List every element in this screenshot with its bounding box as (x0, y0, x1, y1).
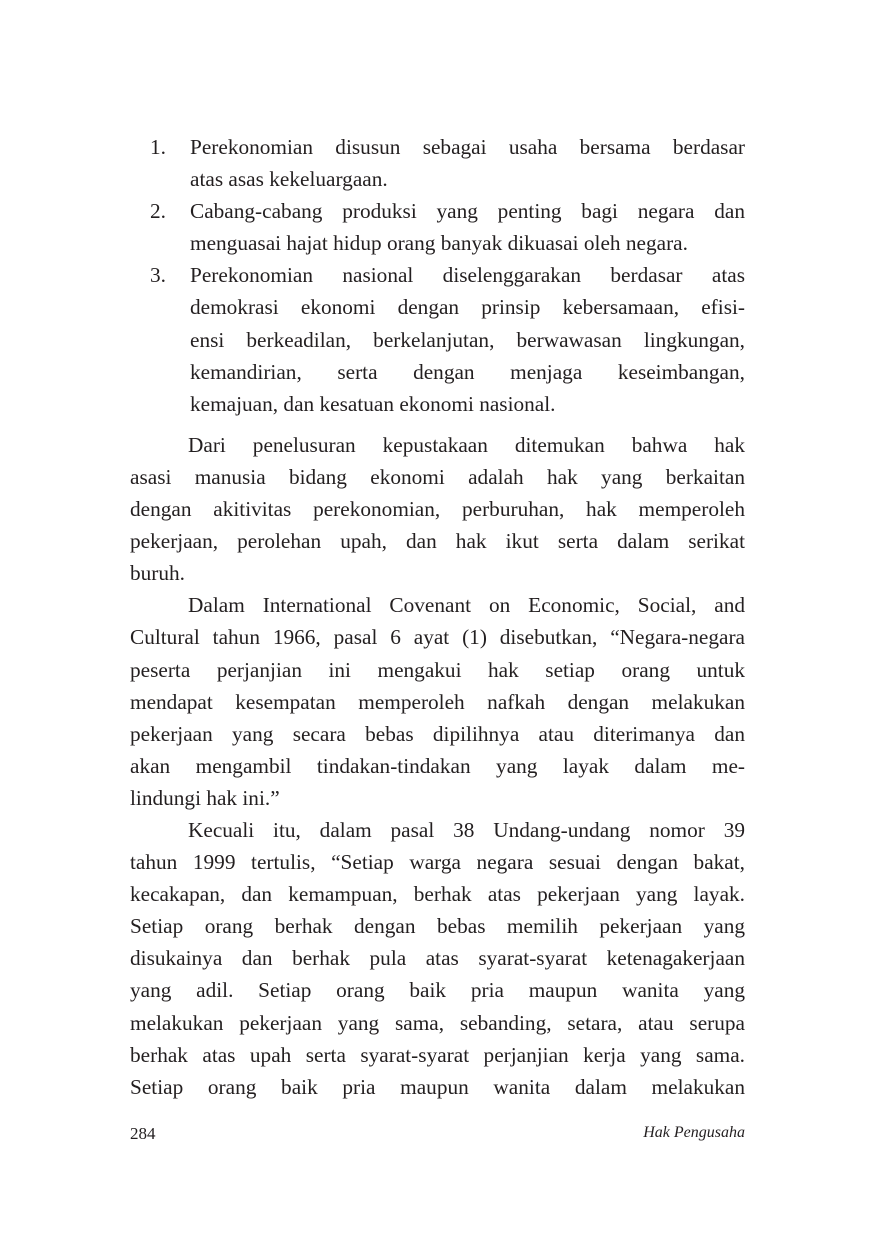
page-body (130, 131, 745, 1103)
text-line: Perekonomian disusun sebagai usaha bersama berdasar (190, 135, 745, 159)
text-line: dengan akitivitas perekonomian, perburuhan, hak memperoleh (130, 497, 745, 522)
numbered-list (130, 131, 745, 420)
text-line: asasi manusia bidang ekonomi adalah hak yang berkaitan (130, 464, 745, 489)
text-line: akan mengambil tindakan-tindakan yang layak dalam me- (130, 753, 745, 778)
text-line: Setiap orang baik pria maupun wanita dalam melakukan (130, 1074, 745, 1099)
text-line: Kecuali itu, dalam pasal 38 Undang-undang nomor 39 (188, 817, 745, 842)
text-line: Dalam International Covenant on Economic, Social, and (188, 593, 745, 618)
paragraph (130, 814, 745, 1103)
paragraph (130, 589, 745, 814)
text-line: mendapat kesempatan memperoleh nafkah dengan melakukan (130, 689, 745, 714)
text-line: kemajuan, dan kesatuan ekonomi nasional. (190, 391, 556, 416)
text-line: menguasai hajat hidup orang banyak dikuasai oleh negara. (190, 231, 688, 256)
text-line: kemandirian, serta dengan menjaga keseimbangan, (190, 359, 745, 384)
text-line: peserta perjanjian ini mengakui hak setiap orang untuk (130, 657, 745, 682)
list-number: 2. (150, 199, 166, 224)
text-line: Perekonomian nasional diselenggarakan berdasar atas (190, 263, 745, 288)
text-line: berhak atas upah serta syarat-syarat perjanjian kerja yang sama. (130, 1042, 745, 1067)
running-title: Hak Pengusaha (643, 1124, 745, 1141)
text-line: kecakapan, dan kemampuan, berhak atas pekerjaan yang layak. (130, 882, 745, 907)
paragraph-gap (130, 420, 745, 429)
text-line: Cultural tahun 1966, pasal 6 ayat (1) disebutkan, “Negara-negara (130, 625, 745, 650)
text-line: Cabang-cabang produksi yang penting bagi negara dan (190, 199, 745, 224)
text-line: disukainya dan berhak pula atas syarat-syarat ketenagakerjaan (130, 946, 745, 971)
list-item (130, 195, 745, 259)
list-number: 3. (150, 263, 166, 288)
text-line: demokrasi ekonomi dengan prinsip kebersamaan, efisi- (190, 295, 745, 320)
text-line: Setiap orang berhak dengan bebas memilih pekerjaan yang (130, 914, 745, 939)
list-item (130, 259, 745, 419)
text-line: pekerjaan, perolehan upah, dan hak ikut serta dalam serikat (130, 529, 745, 554)
list-item (130, 131, 745, 195)
text-line: tahun 1999 tertulis, “Setiap warga negara sesuai dengan bakat, (130, 850, 745, 875)
paragraph (130, 429, 745, 589)
page-number: 284 (130, 1124, 156, 1143)
list-number: 1. (150, 135, 166, 159)
text-line: pekerjaan yang secara bebas dipilihnya atau diterimanya dan (130, 721, 745, 746)
text-line: melakukan pekerjaan yang sama, sebanding, setara, atau serupa (130, 1010, 745, 1035)
text-line: Dari penelusuran kepustakaan ditemukan bahwa hak (188, 432, 745, 457)
text-line: ensi berkeadilan, berkelanjutan, berwawasan lingkungan, (190, 327, 745, 352)
text-line: lindungi hak ini.” (130, 785, 280, 810)
text-line: yang adil. Setiap orang baik pria maupun wanita yang (130, 978, 745, 1003)
text-line: buruh. (130, 561, 186, 586)
text-line: atas asas kekeluargaan. (190, 167, 388, 192)
